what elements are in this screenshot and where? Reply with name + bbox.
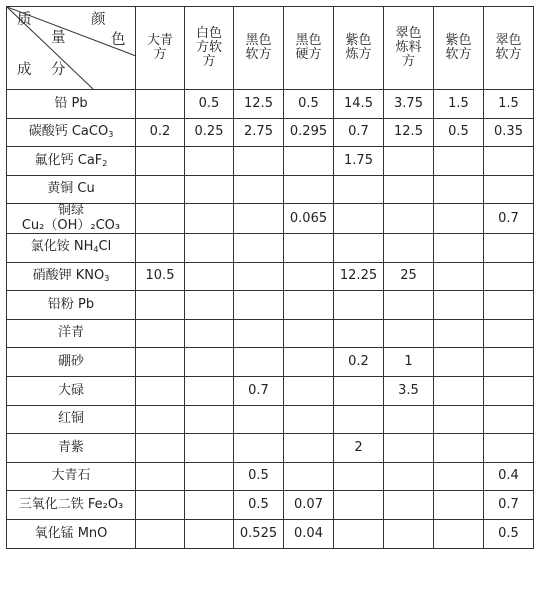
value-cell <box>284 319 334 348</box>
value-cell <box>185 405 234 434</box>
column-header <box>136 7 185 90</box>
column-header <box>234 7 284 90</box>
value-cell <box>434 434 484 463</box>
corner-text-component-2: 分 <box>51 62 66 78</box>
value-cell <box>434 262 484 291</box>
value-cell: 1.5 <box>434 90 484 119</box>
value-cell <box>384 319 434 348</box>
row-label-main: 硼砂 <box>57 353 84 369</box>
corner-text-color-2: 色 <box>111 32 126 48</box>
row-label <box>7 90 136 119</box>
value-cell <box>284 348 334 377</box>
value-cell <box>484 147 534 176</box>
value-cell <box>185 262 234 291</box>
value-cell: 0.5 <box>234 491 284 520</box>
header-row <box>7 7 534 90</box>
value-cell <box>136 491 185 520</box>
column-header <box>484 7 534 90</box>
value-cell <box>185 491 234 520</box>
value-cell <box>484 376 534 405</box>
value-cell: 0.5 <box>284 90 334 119</box>
row-label <box>7 462 136 491</box>
value-cell <box>484 233 534 262</box>
value-cell: 0.065 <box>284 204 334 234</box>
row-label-text <box>7 384 135 398</box>
value-cell <box>284 291 334 320</box>
value-cell <box>484 175 534 204</box>
value-cell <box>284 434 334 463</box>
row-label <box>7 175 136 204</box>
value-cell <box>434 175 484 204</box>
column-header-line: 方 <box>202 54 216 70</box>
table-row <box>7 491 534 520</box>
value-cell <box>284 175 334 204</box>
row-label-formula: Cu₂（OH）₂CO₃ <box>21 217 121 233</box>
value-cell: 2.75 <box>234 118 284 147</box>
value-cell: 12.25 <box>334 262 384 291</box>
value-cell <box>434 491 484 520</box>
value-cell <box>334 462 384 491</box>
corner-header-cell <box>7 7 136 90</box>
table-row <box>7 291 534 320</box>
row-label-main: 红铜 <box>57 411 84 427</box>
column-header <box>284 7 334 90</box>
value-cell <box>234 405 284 434</box>
value-cell <box>484 434 534 463</box>
row-label <box>7 291 136 320</box>
value-cell <box>284 462 334 491</box>
row-label-main: 铅粉 Pb <box>47 296 95 312</box>
value-cell <box>185 519 234 548</box>
value-cell <box>384 147 434 176</box>
row-label-text <box>7 125 135 140</box>
value-cell: 3.5 <box>384 376 434 405</box>
table-row <box>7 462 534 491</box>
table-row <box>7 434 534 463</box>
value-cell: 0.7 <box>484 204 534 234</box>
value-cell <box>185 291 234 320</box>
corner-text-color-1: 颜 <box>91 12 106 28</box>
table-row <box>7 90 534 119</box>
value-cell <box>434 405 484 434</box>
value-cell: 10.5 <box>136 262 185 291</box>
table-row <box>7 118 534 147</box>
row-label-main: 黄铜 Cu <box>47 181 95 197</box>
value-cell: 0.25 <box>185 118 234 147</box>
column-header-line: 黑色 <box>295 32 322 48</box>
value-cell <box>384 491 434 520</box>
row-label-subscript: 4 <box>93 245 99 255</box>
value-cell <box>434 233 484 262</box>
value-cell <box>384 291 434 320</box>
row-label-main: 铜绿 <box>57 203 84 219</box>
column-header-line: 软方 <box>445 47 472 62</box>
composition-table <box>6 6 534 549</box>
table-row <box>7 262 534 291</box>
row-label-subscript: 2 <box>102 158 108 168</box>
value-cell <box>136 376 185 405</box>
value-cell <box>185 319 234 348</box>
value-cell <box>136 519 185 548</box>
column-header-line: 白色 <box>195 25 222 41</box>
row-label-main: 氧化锰 MnO <box>34 525 108 541</box>
table-row <box>7 147 534 176</box>
value-cell <box>434 319 484 348</box>
value-cell <box>234 204 284 234</box>
column-header <box>334 7 384 90</box>
row-label-main: 碳酸钙 CaCO <box>28 123 109 139</box>
value-cell <box>384 519 434 548</box>
row-label <box>7 519 136 548</box>
row-label-main: 氟化钙 CaF <box>34 152 103 168</box>
table-row <box>7 175 534 204</box>
value-cell <box>484 405 534 434</box>
table-row <box>7 204 534 234</box>
row-label-text <box>7 527 135 541</box>
value-cell <box>185 233 234 262</box>
table-row <box>7 519 534 548</box>
row-label-suffix: Cl <box>98 239 112 255</box>
value-cell <box>234 175 284 204</box>
corner-text-quality: 质 <box>17 12 32 28</box>
value-cell: 1.5 <box>484 90 534 119</box>
column-header <box>384 7 434 90</box>
table-row <box>7 348 534 377</box>
value-cell <box>484 291 534 320</box>
value-cell: 12.5 <box>384 118 434 147</box>
value-cell <box>234 291 284 320</box>
value-cell <box>136 291 185 320</box>
row-label-text <box>7 154 135 169</box>
column-header-line: 软方 <box>245 47 272 62</box>
value-cell: 12.5 <box>234 90 284 119</box>
row-label <box>7 118 136 147</box>
row-label <box>7 405 136 434</box>
value-cell: 0.07 <box>284 491 334 520</box>
value-cell <box>136 319 185 348</box>
column-header <box>434 7 484 90</box>
row-label-subscript: 3 <box>108 129 114 139</box>
value-cell <box>234 233 284 262</box>
row-label-text <box>7 97 135 111</box>
row-label-subscript: 3 <box>104 273 110 283</box>
value-cell <box>185 204 234 234</box>
table-row <box>7 233 534 262</box>
row-label-main: 铅 Pb <box>54 95 88 111</box>
value-cell <box>185 376 234 405</box>
row-label <box>7 348 136 377</box>
value-cell <box>185 175 234 204</box>
column-header-line: 炼料 <box>395 39 422 55</box>
value-cell <box>136 90 185 119</box>
value-cell: 1.75 <box>334 147 384 176</box>
row-label <box>7 376 136 405</box>
value-cell <box>384 434 434 463</box>
column-header-line: 翠色 <box>395 25 422 41</box>
value-cell: 0.7 <box>334 118 384 147</box>
column-header-line: 紫色 <box>445 32 472 48</box>
row-label <box>7 262 136 291</box>
value-cell <box>284 233 334 262</box>
column-header-line: 紫色 <box>345 32 372 48</box>
value-cell <box>334 291 384 320</box>
value-cell <box>334 491 384 520</box>
row-label-text <box>7 355 135 369</box>
value-cell <box>136 405 185 434</box>
value-cell: 0.5 <box>185 90 234 119</box>
value-cell: 0.2 <box>136 118 185 147</box>
row-label <box>7 204 136 234</box>
value-cell: 0.5 <box>234 462 284 491</box>
row-label-text <box>7 182 135 196</box>
value-cell <box>484 262 534 291</box>
table-row <box>7 376 534 405</box>
row-label-main: 氯化铵 NH <box>30 239 94 255</box>
value-cell <box>185 434 234 463</box>
value-cell <box>434 348 484 377</box>
value-cell <box>384 233 434 262</box>
value-cell <box>185 348 234 377</box>
value-cell <box>136 434 185 463</box>
value-cell <box>234 262 284 291</box>
row-label-main: 大碌 <box>57 382 84 398</box>
value-cell <box>434 519 484 548</box>
row-label-text <box>7 326 135 340</box>
value-cell <box>185 147 234 176</box>
corner-text-component-1: 成 <box>17 62 32 78</box>
value-cell <box>484 319 534 348</box>
value-cell <box>284 405 334 434</box>
value-cell <box>284 376 334 405</box>
value-cell <box>136 175 185 204</box>
value-cell: 0.4 <box>484 462 534 491</box>
value-cell <box>234 434 284 463</box>
value-cell <box>284 147 334 176</box>
value-cell <box>284 262 334 291</box>
row-label <box>7 147 136 176</box>
value-cell <box>484 348 534 377</box>
column-header-line: 翠色 <box>495 32 522 48</box>
value-cell <box>234 147 284 176</box>
value-cell <box>234 319 284 348</box>
value-cell <box>334 319 384 348</box>
value-cell <box>136 147 185 176</box>
row-label-text <box>7 441 135 455</box>
row-label-text <box>7 204 135 218</box>
value-cell: 25 <box>384 262 434 291</box>
column-header-line: 软方 <box>495 47 522 62</box>
value-cell: 14.5 <box>334 90 384 119</box>
value-cell <box>136 233 185 262</box>
value-cell: 3.75 <box>384 90 434 119</box>
value-cell: 0.5 <box>484 519 534 548</box>
value-cell <box>334 376 384 405</box>
value-cell <box>434 462 484 491</box>
column-header-line: 黑色 <box>245 32 272 48</box>
row-label-text <box>7 240 135 255</box>
value-cell: 0.7 <box>234 376 284 405</box>
row-label-main: 洋青 <box>57 325 84 341</box>
value-cell <box>384 175 434 204</box>
row-label-main: 硝酸钾 KNO <box>32 267 105 283</box>
row-label-text <box>7 269 135 284</box>
value-cell <box>434 291 484 320</box>
value-cell <box>434 376 484 405</box>
value-cell <box>434 204 484 234</box>
value-cell <box>136 204 185 234</box>
row-label <box>7 233 136 262</box>
value-cell: 0.7 <box>484 491 534 520</box>
row-label-text <box>7 469 135 483</box>
column-header-line: 方 <box>153 47 167 62</box>
value-cell <box>384 405 434 434</box>
value-cell <box>384 204 434 234</box>
value-cell <box>136 462 185 491</box>
value-cell: 0.5 <box>434 118 484 147</box>
value-cell: 1 <box>384 348 434 377</box>
value-cell <box>334 519 384 548</box>
value-cell: 0.35 <box>484 118 534 147</box>
value-cell <box>334 175 384 204</box>
row-label <box>7 434 136 463</box>
value-cell <box>136 348 185 377</box>
value-cell: 2 <box>334 434 384 463</box>
value-cell: 0.525 <box>234 519 284 548</box>
row-label <box>7 491 136 520</box>
value-cell: 0.295 <box>284 118 334 147</box>
value-cell <box>434 147 484 176</box>
row-label-text <box>7 298 135 312</box>
value-cell <box>334 204 384 234</box>
table-row <box>7 319 534 348</box>
column-header-line: 方软 <box>195 39 222 55</box>
column-header-line: 硬方 <box>295 47 322 62</box>
corner-text-amount: 量 <box>51 30 66 46</box>
column-header <box>185 7 234 90</box>
row-label-text <box>7 498 135 512</box>
value-cell <box>384 462 434 491</box>
value-cell <box>234 348 284 377</box>
value-cell <box>334 233 384 262</box>
value-cell: 0.04 <box>284 519 334 548</box>
value-cell: 0.2 <box>334 348 384 377</box>
table-row <box>7 405 534 434</box>
column-header-line: 方 <box>401 54 415 70</box>
value-cell <box>185 462 234 491</box>
value-cell <box>334 405 384 434</box>
row-label-main: 三氧化二铁 Fe₂O₃ <box>18 496 124 512</box>
row-label-main: 青紫 <box>57 439 84 455</box>
row-label-main: 大青石 <box>51 468 91 484</box>
column-header-line: 大青 <box>146 32 173 48</box>
row-label-text <box>7 412 135 426</box>
row-label <box>7 319 136 348</box>
column-header-line: 炼方 <box>345 47 372 62</box>
